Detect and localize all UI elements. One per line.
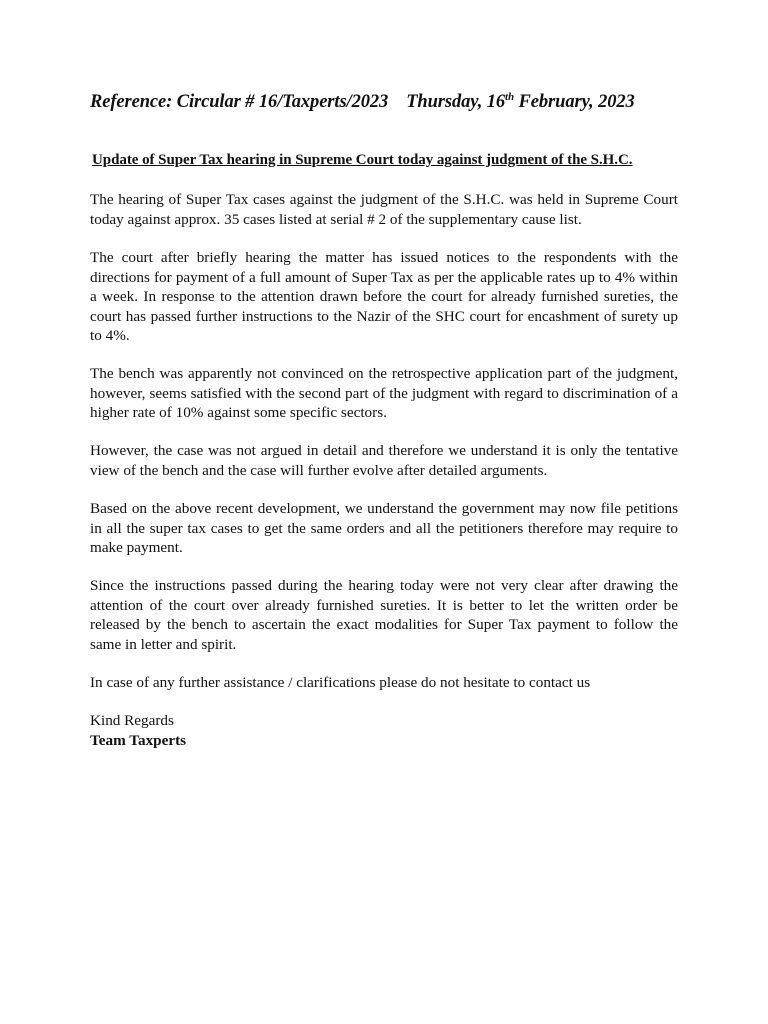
paragraph-contact: In case of any further assistance / clarifications please do not hesitate to contact us bbox=[90, 674, 591, 691]
paragraph-instructions: Since the instructions passed during the hearing today were not very clear after drawing the attention of the court over already furnished sureties. It is better to let the written order be released by the bench to ascertain the exact modalities for Super Tax payment to follow the same in letter and spirit. bbox=[90, 577, 678, 653]
paragraph-bench-view: The bench was apparently not convinced on the retrospective application part of the judgment, however, seems satisfied with the second part of the judgment with regard to discrimination of a higher rate of 10% against some specific sectors. bbox=[90, 365, 678, 422]
closing-signature: Team Taxperts bbox=[90, 732, 187, 749]
paragraph-notices: The court after briefly hearing the matter has issued notices to the respondents with the directions for payment of a full amount of Super Tax as per the applicable rates up to 4% within a week. In response to the attention drawn before the court for already furnished sureties, the court has passed further instructions to the Nazir of the SHC court for encashment of surety up to 4%. bbox=[90, 249, 678, 345]
paragraph-hearing: The hearing of Super Tax cases against the judgment of the S.H.C. was held in Supreme Court today against approx. 35 cases listed at serial # 2 of the supplementary cause list. bbox=[90, 191, 678, 228]
circular-date bbox=[406, 92, 634, 112]
paragraph-tentative: However, the case was not argued in detail and therefore we understand it is only the tentative view of the bench and the case will further evolve after detailed arguments. bbox=[90, 442, 678, 479]
paragraph-development: Based on the above recent development, we understand the government may now file petitions in all the super tax cases to get the same orders and all the petitioners therefore may require to make payment. bbox=[90, 500, 678, 557]
closing-regards: Kind Regards bbox=[90, 712, 174, 729]
date-rest: February, 2023 bbox=[514, 92, 635, 112]
reference-line bbox=[90, 92, 690, 113]
date-day: Thursday, 16 bbox=[406, 92, 506, 112]
date-suffix: th bbox=[505, 91, 515, 103]
subject-heading: Update of Super Tax hearing in Supreme Court today against judgment of the S.H.C. bbox=[92, 152, 633, 168]
circular-reference: Reference: Circular # 16/Taxperts/2023 bbox=[90, 92, 389, 112]
